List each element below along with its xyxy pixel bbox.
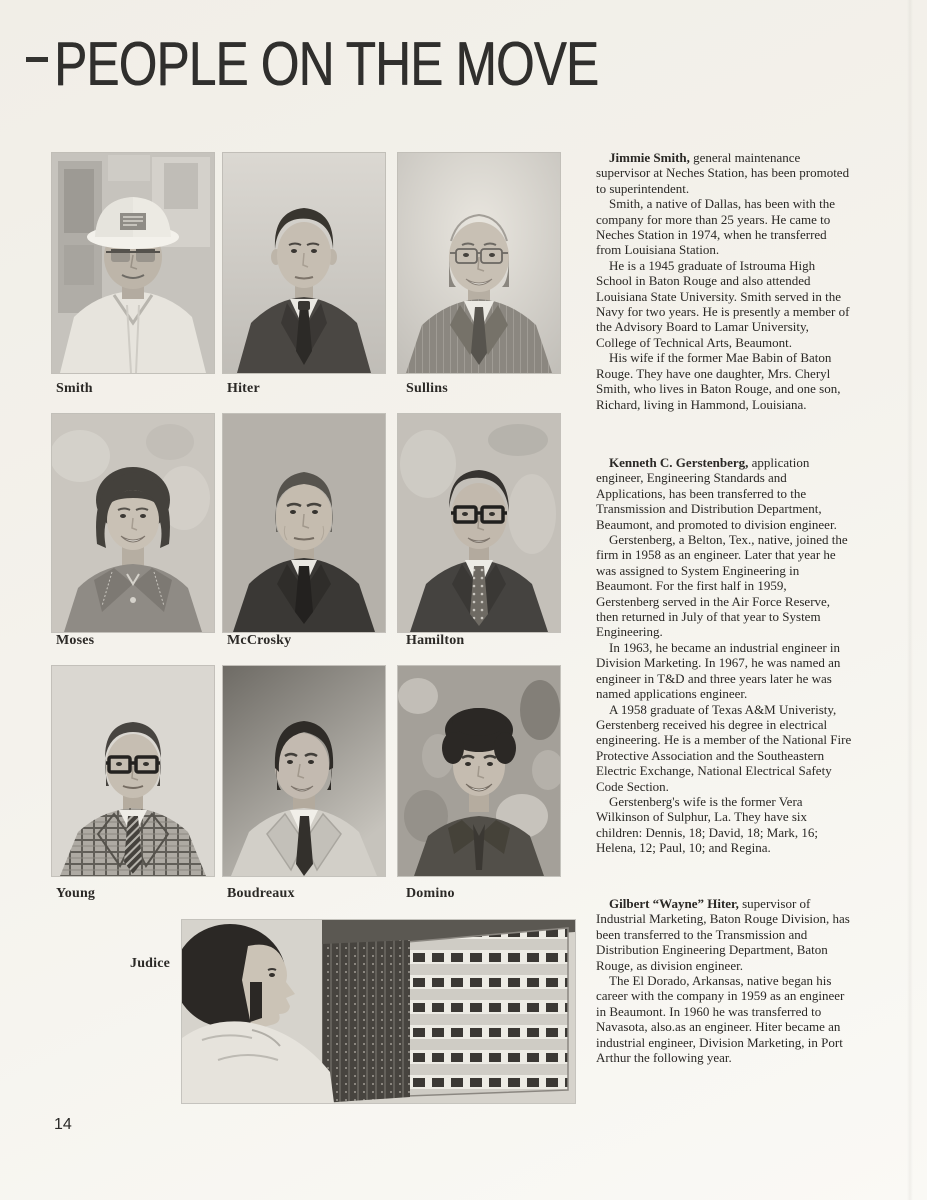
portrait-illustration-mccrosky [223, 414, 385, 632]
portrait-illustration-hiter [223, 153, 385, 373]
article-paragraph: Gilbert “Wayne” Hiter, supervisor of Industrial Marketing, Baton Rouge Division, has been transferred to the Transmission and Distribution Engineering Department, Baton Rouge, as division engineer. [596, 896, 850, 973]
photo-caption-sullins: Sullins [406, 381, 448, 396]
photo-mccrosky [223, 414, 385, 632]
article-paragraph: Smith, a native of Dallas, has been with the company for more than 25 years. He came to Neches Station in 1974, when he transferred from Louisiana Station. [596, 196, 836, 258]
page-number: 14 [54, 1116, 72, 1133]
article-gilbert-hiter [596, 896, 852, 1065]
photo-caption-moses: Moses [56, 633, 95, 648]
article-paragraph: In 1963, he became an industrial engineer in Division Marketing. In 1967, he was named an engineer in T&D and three years later he was named applications engineer. [596, 639, 841, 702]
portrait-illustration-boudreaux [223, 666, 385, 876]
photo-caption-hiter: Hiter [227, 381, 260, 396]
photo-sullins [398, 153, 560, 373]
portrait-illustration-moses [52, 414, 214, 632]
portrait-illustration-domino [398, 666, 560, 876]
person-name-smith: Jimmie Smith, [609, 150, 690, 165]
photo-smith [52, 153, 214, 373]
article-paragraph: Gerstenberg, a Belton, Tex., native, joined the firm in 1958 as an engineer. Later that year he was assigned to System Engineering in Beaumont. For the first half in 1959, Gerstenberg served in the Air Force Reserve, then returned in July of that year to System Engineering. [596, 532, 848, 640]
portrait-illustration-hamilton [398, 414, 560, 632]
photo-caption-smith: Smith [56, 381, 93, 396]
article-paragraph: His wife if the former Mae Babin of Baton Rouge. They have one daughter, Mrs. Cheryl Smith, who lives in Baton Rouge, and one son, Richard, living in Hammond, Louisiana. [596, 350, 841, 412]
photo-hamilton [398, 414, 560, 632]
article-kenneth-gerstenberg [596, 455, 852, 856]
article-paragraph: A 1958 graduate of Texas A&M Univeristy, Gerstenberg received his degree in electrical engineering. He is a member of the National Fire Protective Association and the Southeastern Electric Exchange, National Electrical Safety Code Section. [596, 701, 852, 794]
photo-domino [398, 666, 560, 876]
photo-caption-young: Young [56, 886, 96, 901]
photo-hiter [223, 153, 385, 373]
article-paragraph: He is a 1945 graduate of Istrouma High School in Baton Rouge and also attended Louisiana State University. Smith served in the Navy for two years. He is presently a member of the Advisory Board to Lamar University, College of Technical Arts, Beaumont. [596, 257, 850, 350]
scene-illustration-judice [182, 920, 575, 1103]
article-paragraph: Kenneth C. Gerstenberg, application engineer, Engineering Standards and Applications, has been transferred to the Transmission and Distribution Department, Beaumont, and promoted to division engineer. [596, 455, 837, 532]
article-paragraph: Jimmie Smith, general maintenance supervisor at Neches Station, has been promoted to superintendent. [596, 150, 850, 196]
photo-young [52, 666, 214, 876]
article-paragraph: Gerstenberg's wife is the former Vera Wilkinson of Sulphur, La. They have six children: Dennis, 18; David, 18; Mark, 16; Helena, 12; Paul, 10; and Regina. [596, 793, 819, 856]
portrait-illustration-smith [52, 153, 214, 373]
print-artifact-dash [26, 57, 48, 62]
photo-caption-boudreaux: Boudreaux [227, 886, 295, 901]
photo-boudreaux [223, 666, 385, 876]
photo-moses [52, 414, 214, 632]
portrait-illustration-young [52, 666, 214, 876]
photo-caption-judice: Judice [130, 956, 171, 971]
person-name-hiter: Gilbert “Wayne” Hiter, [609, 896, 739, 911]
article-jimmie-smith [596, 150, 852, 412]
person-name-gerstenberg: Kenneth C. Gerstenberg, [609, 455, 749, 470]
photo-caption-domino: Domino [406, 886, 455, 901]
article-paragraph: The El Dorado, Arkansas, native began his career with the company in 1959 as an engineer in Beaumont. In 1960 he was transferred to Navasota, also.as an engineer. Hiter became an industrial engineer, Division Marketing, in Port Arthur the following year. [596, 973, 845, 1066]
photo-caption-mccrosky: McCrosky [227, 633, 292, 648]
photo-judice [182, 920, 575, 1103]
portrait-illustration-sullins [398, 153, 560, 373]
page-title: PEOPLE ON THE MOVE [54, 30, 599, 99]
photo-caption-hamilton: Hamilton [406, 633, 465, 648]
